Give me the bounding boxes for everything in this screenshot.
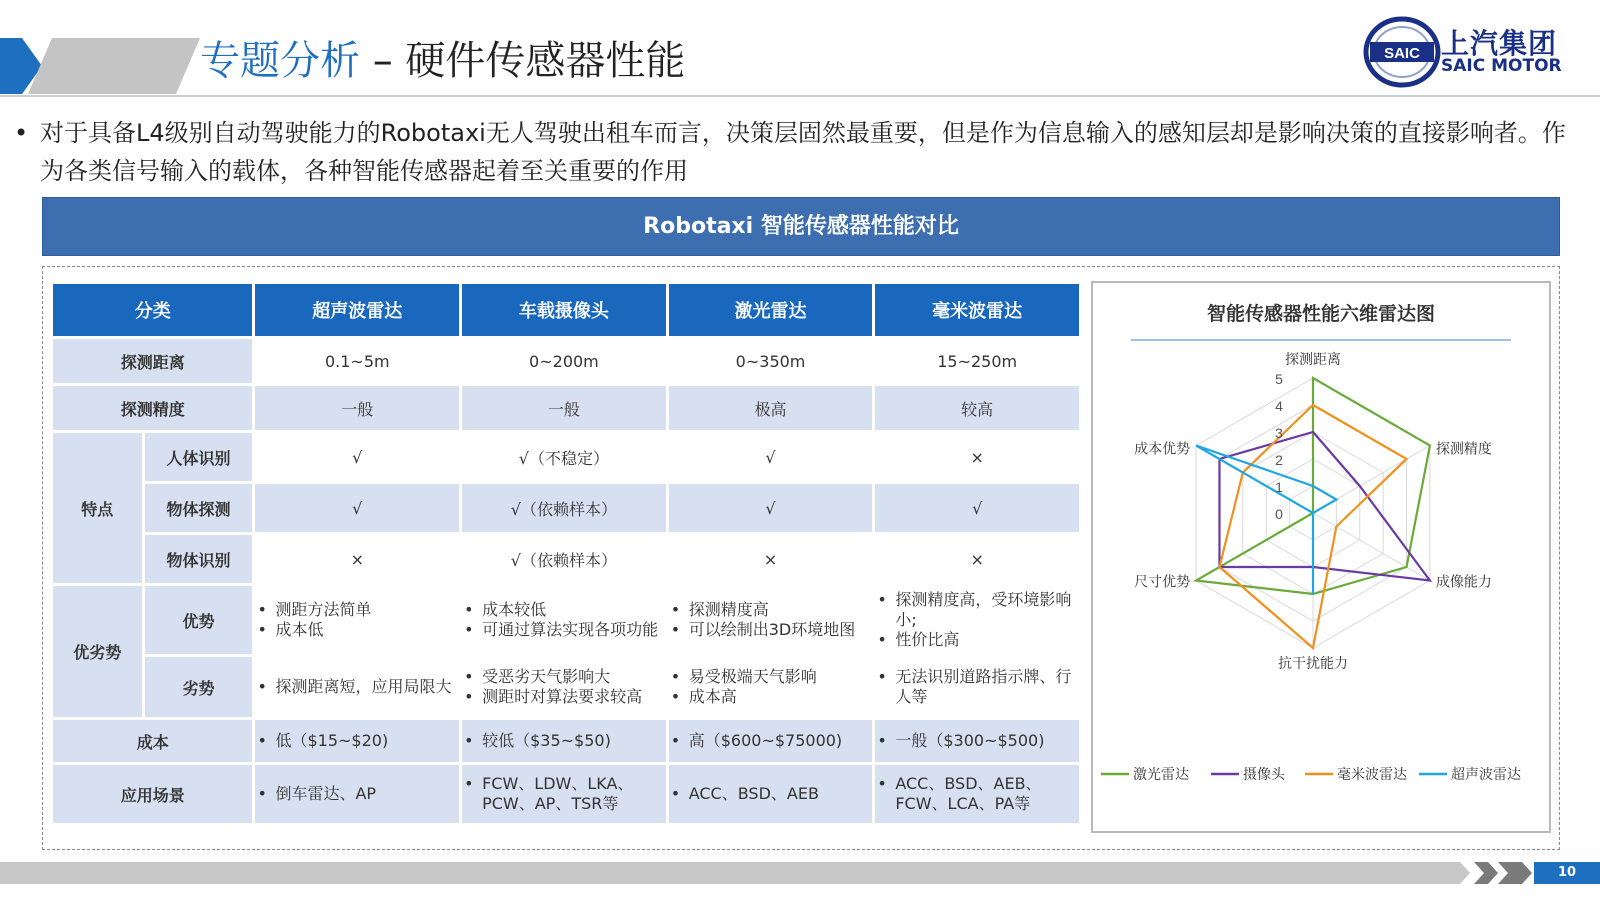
table-cell [669,720,873,762]
footer-arrows [1460,862,1534,884]
row-label-cost: 成本 [53,720,252,762]
radar-axis-label: 探测精度 [1435,441,1492,458]
table-cell: × [669,535,873,583]
title-accent: 专题分析 [200,38,360,84]
table-row [53,657,1079,717]
header-col-camera: 车载摄像头 [462,284,666,336]
radar-tick-label: 2 [1275,452,1283,468]
radar-tick-label: 5 [1275,371,1283,387]
table-cell [875,586,1079,654]
row-label-features: 特点 [53,433,142,583]
list-item: • 探测精度高 [669,600,873,620]
table-row [53,386,1079,430]
radar-tick-label: 1 [1275,479,1283,495]
row-label-proscons: 优劣势 [53,586,142,717]
table-cell: 15~250m [875,339,1079,383]
list-item: • 探测距离短，应用局限大 [255,677,459,697]
row-label-scenarios: 应用场景 [53,765,252,823]
header-col-mmwave: 毫米波雷达 [875,284,1079,336]
table-cell [255,657,459,717]
radar-axis-label: 尺寸优势 [1134,574,1191,591]
radar-chart-panel [1091,281,1551,833]
table-cell: √ [255,484,459,532]
row-sublabel: 优势 [145,586,253,654]
radar-axis-label: 成像能力 [1435,574,1492,591]
legend-label: 激光雷达 [1133,767,1189,783]
legend-label: 摄像头 [1243,767,1285,783]
table-row [53,339,1079,383]
list-item: • 成本低 [255,620,459,640]
table-cell: × [875,433,1079,481]
radar-axis-label: 成本优势 [1134,441,1191,458]
list-item: • 低（$15~$20) [255,731,459,751]
table-cell: √ [875,484,1079,532]
table-cell: 0.1~5m [255,339,459,383]
legend-label: 毫米波雷达 [1337,767,1407,783]
list-item: • 成本较低 [462,600,666,620]
list-item: • 易受极端天气影响 [669,667,873,687]
bullet-dot: • [14,119,29,147]
page-number: 10 [1534,862,1600,884]
table-cell: √（依赖样本） [462,535,666,583]
table-cell [462,720,666,762]
table-header-row [53,284,1079,336]
title-main: – 硬件传感器性能 [372,38,686,84]
section-banner: Robotaxi 智能传感器性能对比 [42,197,1560,256]
radar-chart [1093,283,1549,831]
row-sublabel: 人体识别 [145,433,253,481]
logo-en: SAIC MOTOR [1441,56,1562,76]
table-cell [669,586,873,654]
radar-tick-label: 3 [1275,425,1283,441]
intro-text: 对于具备L4级别自动驾驶能力的Robotaxi无人驾驶出租车而言，决策层固然最重要，但是作为信息输入的感知层却是影响决策的直接影响者。作为各类信号输入的载体，各种智能传感器起着至关重要的作用 [40,119,1566,185]
table-cell: √ [255,433,459,481]
table-cell: 较高 [875,386,1079,430]
header-category: 分类 [53,284,252,336]
logo-mark: SAIC [1384,45,1420,62]
list-item: • 可以绘制出3D环境地图 [669,620,873,640]
table-cell [669,657,873,717]
row-sublabel: 物体识别 [145,535,253,583]
table-cell: 一般 [462,386,666,430]
row-label-precision: 探测精度 [53,386,252,430]
legend-label: 超声波雷达 [1451,767,1521,783]
list-item: • ACC、BSD、AEB、FCW、LCA、PA等 [875,774,1079,814]
table-row [53,484,1079,532]
table-cell [875,720,1079,762]
table-cell: √（依赖样本） [462,484,666,532]
row-sublabel: 劣势 [145,657,253,717]
header-accent-bar [0,38,200,94]
table-cell: × [255,535,459,583]
table-row [53,720,1079,762]
radar-tick-label: 0 [1275,506,1283,522]
header-col-lidar: 激光雷达 [669,284,873,336]
radar-axis-label: 抗干扰能力 [1278,656,1348,672]
table-cell: × [875,535,1079,583]
list-item: • 较低（$35~$50) [462,731,666,751]
list-item: • 可通过算法实现各项功能 [462,620,666,640]
row-label-range: 探测距离 [53,339,252,383]
table-cell [669,765,873,823]
table-cell [875,765,1079,823]
table-cell: √ [669,433,873,481]
table-row [53,535,1079,583]
chart-title: 智能传感器性能六维雷达图 [1206,303,1435,325]
radar-axis-label: 探测距离 [1285,352,1341,368]
list-item: • ACC、BSD、AEB [669,784,873,804]
page-title [200,34,685,88]
sensor-comparison-table [50,281,1082,826]
header-divider [0,95,1600,97]
row-sublabel: 物体探测 [145,484,253,532]
table-cell: 0~350m [669,339,873,383]
table-cell [875,657,1079,717]
radar-tick-label: 4 [1275,398,1283,414]
table-cell [255,720,459,762]
list-item: • 性价比高 [875,630,1079,650]
table-cell: 一般 [255,386,459,430]
table-cell [255,586,459,654]
list-item: • 高（$600~$75000) [669,731,873,751]
list-item: • 探测精度高，受环境影响小; [875,590,1079,630]
table-cell: 极高 [669,386,873,430]
list-item: • FCW、LDW、LKA、PCW、AP、TSR等 [462,774,666,814]
table-cell: 0~200m [462,339,666,383]
list-item: • 测距方法简单 [255,600,459,620]
list-item: • 无法识别道路指示牌、行人等 [875,667,1079,707]
logo-cn: 上汽集团 [1441,27,1558,60]
table-cell [462,657,666,717]
header-col-ultrasonic: 超声波雷达 [255,284,459,336]
list-item: • 一般（$300~$500) [875,731,1079,751]
footer-bar [0,862,1460,884]
list-item: • 倒车雷达、AP [255,784,459,804]
table-cell: √ [669,484,873,532]
radar-spoke [1313,513,1430,581]
table-cell [255,765,459,823]
table-row [53,433,1079,481]
list-item: • 受恶劣天气影响大 [462,667,666,687]
table-row [53,765,1079,823]
table-cell [462,586,666,654]
table-cell: √（不稳定） [462,433,666,481]
list-item: • 成本高 [669,687,873,707]
table-cell [462,765,666,823]
list-item: • 测距时对算法要求较高 [462,687,666,707]
table-row [53,586,1079,654]
